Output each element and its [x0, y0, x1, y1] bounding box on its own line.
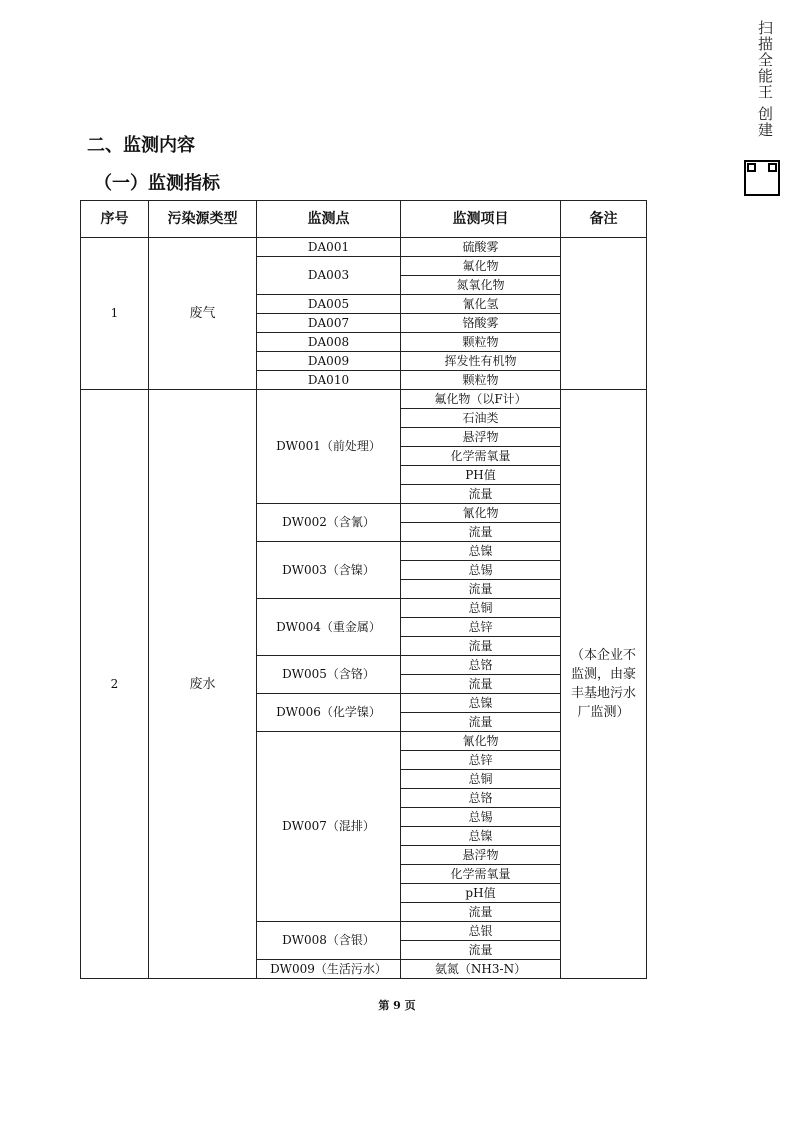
monitoring-item: 总锌	[401, 618, 561, 637]
monitoring-item: 氟化物	[401, 257, 561, 276]
monitoring-item: 总铜	[401, 770, 561, 789]
monitoring-item: 流量	[401, 675, 561, 694]
monitoring-item: 氮氧化物	[401, 276, 561, 295]
header-no: 序号	[81, 201, 149, 238]
monitoring-point: DW001（前处理）	[257, 390, 401, 504]
monitoring-item: 总锡	[401, 561, 561, 580]
subsection-title: （一）监测指标	[94, 173, 220, 194]
header-remark: 备注	[561, 201, 647, 238]
monitoring-item: 硫酸雾	[401, 238, 561, 257]
section-title: 二、监测内容	[87, 135, 195, 156]
header-source-type: 污染源类型	[149, 201, 257, 238]
monitoring-point: DA003	[257, 257, 401, 295]
monitoring-item: 化学需氧量	[401, 865, 561, 884]
monitoring-item: 氨氮（NH3-N）	[401, 960, 561, 979]
monitoring-point: DA010	[257, 371, 401, 390]
monitoring-item: 氰化物	[401, 504, 561, 523]
monitoring-item: 总银	[401, 922, 561, 941]
monitoring-item: 颗粒物	[401, 333, 561, 352]
monitoring-point: DA008	[257, 333, 401, 352]
monitoring-item: 流量	[401, 941, 561, 960]
scanner-watermark: 扫描全能王 创建	[756, 20, 774, 138]
monitoring-table	[80, 200, 647, 979]
remark: （本企业不监测，由豪丰基地污水厂监测）	[561, 390, 647, 979]
monitoring-point: DW002（含氰）	[257, 504, 401, 542]
monitoring-point: DA009	[257, 352, 401, 371]
monitoring-item: PH值	[401, 466, 561, 485]
monitoring-point: DW008（含银）	[257, 922, 401, 960]
monitoring-item: 流量	[401, 903, 561, 922]
monitoring-item: 流量	[401, 637, 561, 656]
monitoring-item: 颗粒物	[401, 371, 561, 390]
row-no: 2	[81, 390, 149, 979]
monitoring-item: 总镍	[401, 694, 561, 713]
monitoring-point: DW009（生活污水）	[257, 960, 401, 979]
table-row	[81, 238, 647, 257]
monitoring-point: DW004（重金属）	[257, 599, 401, 656]
monitoring-item: 总铜	[401, 599, 561, 618]
monitoring-item: 氰化物	[401, 732, 561, 751]
monitoring-item: 总锡	[401, 808, 561, 827]
monitoring-point: DW003（含镍）	[257, 542, 401, 599]
page-number: 第 9 页	[378, 999, 416, 1012]
monitoring-item: 石油类	[401, 409, 561, 428]
monitoring-item: 挥发性有机物	[401, 352, 561, 371]
monitoring-item: pH值	[401, 884, 561, 903]
table-header-row	[81, 201, 647, 238]
table-body	[81, 238, 647, 979]
monitoring-item: 铬酸雾	[401, 314, 561, 333]
monitoring-point: DW005（含铬）	[257, 656, 401, 694]
monitoring-point: DA007	[257, 314, 401, 333]
monitoring-item: 悬浮物	[401, 846, 561, 865]
monitoring-item: 总铬	[401, 789, 561, 808]
monitoring-item: 流量	[401, 485, 561, 504]
row-no: 1	[81, 238, 149, 390]
monitoring-point: DW006（化学镍）	[257, 694, 401, 732]
monitoring-item: 化学需氧量	[401, 447, 561, 466]
remark	[561, 238, 647, 390]
monitoring-item: 流量	[401, 523, 561, 542]
monitoring-item: 总镍	[401, 542, 561, 561]
monitoring-item: 氰化氢	[401, 295, 561, 314]
monitoring-item: 总铬	[401, 656, 561, 675]
monitoring-item: 氟化物（以F计）	[401, 390, 561, 409]
monitoring-point: DA001	[257, 238, 401, 257]
qr-code-icon	[744, 160, 780, 196]
source-type: 废气	[149, 238, 257, 390]
monitoring-item: 总锌	[401, 751, 561, 770]
monitoring-item: 流量	[401, 713, 561, 732]
monitoring-item: 总镍	[401, 827, 561, 846]
header-monitoring-point: 监测点	[257, 201, 401, 238]
monitoring-item: 悬浮物	[401, 428, 561, 447]
monitoring-point: DA005	[257, 295, 401, 314]
source-type: 废水	[149, 390, 257, 979]
header-monitoring-item: 监测项目	[401, 201, 561, 238]
monitoring-point: DW007（混排）	[257, 732, 401, 922]
table-row	[81, 390, 647, 409]
monitoring-item: 流量	[401, 580, 561, 599]
